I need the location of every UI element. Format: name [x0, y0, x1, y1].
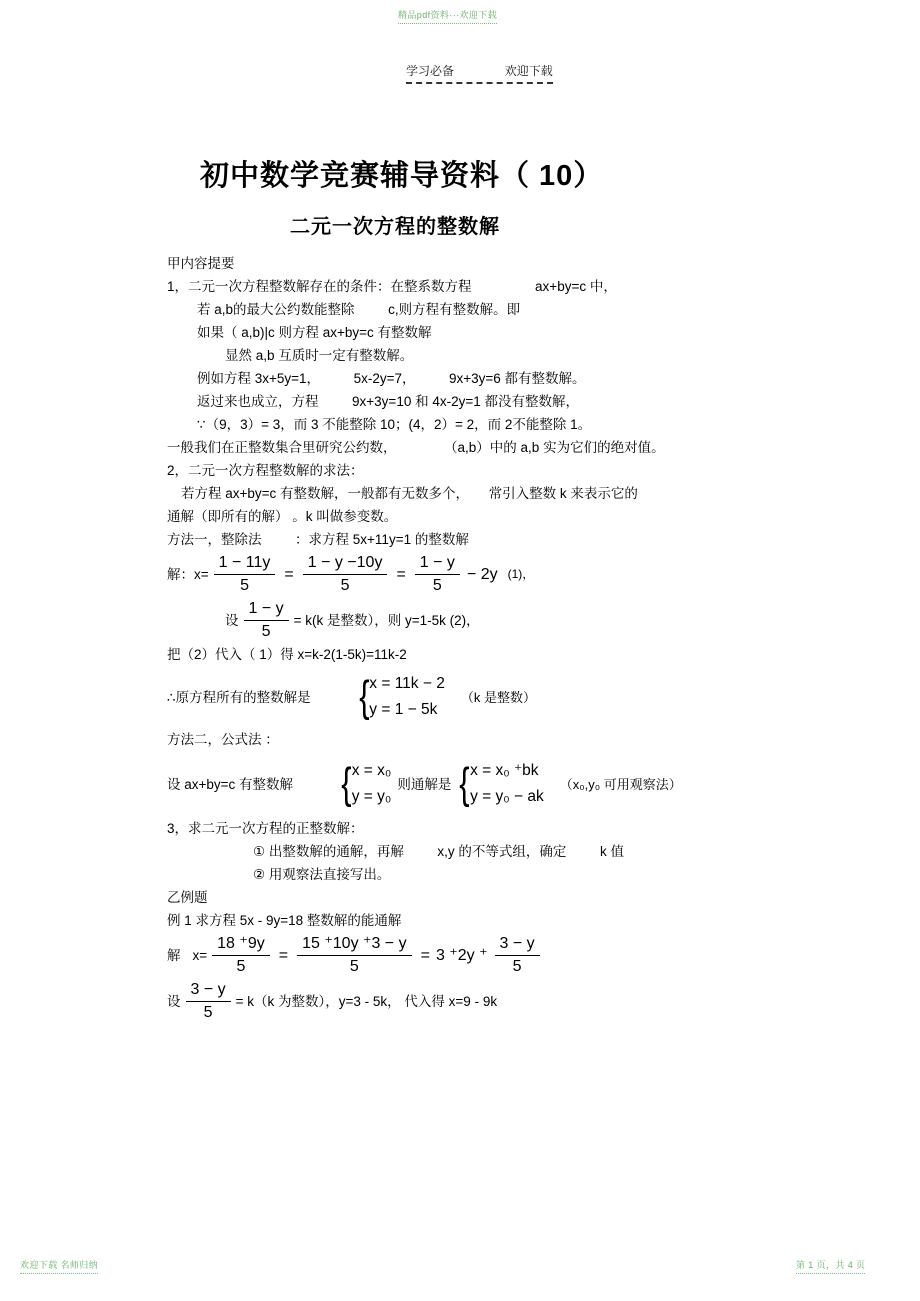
ex1-fraction-3-numerator: 3 − y — [495, 934, 540, 956]
method1-heading — [167, 528, 867, 551]
solve-label: 解： — [167, 566, 194, 582]
document-body — [167, 252, 867, 1024]
item1-line5-a: 例如方程 3x+5y=1， — [197, 371, 321, 386]
item1-line1 — [167, 275, 867, 298]
watermark-top: 精品pdf资料···欢迎下载 — [398, 8, 497, 24]
solution-system-1 — [167, 666, 867, 728]
equals-sign-1: = — [284, 565, 294, 583]
header-right-label: 欢迎下载 — [504, 64, 553, 78]
item1-line4: 显然 a,b 互质时一定有整数解。 — [225, 348, 414, 363]
left-brace-icon: { — [459, 759, 470, 808]
ex1-x-equals: x= — [192, 947, 208, 963]
item1-line6-b: 9x+3y=10 和 4x-2y=1 都没有整数解， — [352, 394, 579, 409]
ex1-tail-expression: 3 ⁺2y ⁺ — [435, 946, 488, 964]
equation-solve-1 — [167, 551, 867, 597]
brace-system-3 — [457, 758, 543, 810]
section-b-heading: 乙例题 — [167, 890, 208, 905]
ex1-fraction-2-numerator: 15 ⁺10y ⁺3 − y — [297, 934, 412, 956]
ex1-fraction-2-denominator: 5 — [349, 957, 359, 975]
fraction-4 — [244, 599, 289, 642]
item3-line1: 3，求二元一次方程的正整数解： — [167, 821, 364, 836]
item3-sub1 — [167, 840, 867, 863]
item1-line1-equation: ax+by=c 中， — [535, 279, 617, 294]
item3-sub2: ② 用观察法直接写出。 — [253, 867, 391, 882]
ex1-fraction-1-denominator: 5 — [236, 957, 246, 975]
system-2-row-1: x = x₀ — [351, 762, 392, 779]
ex1-fraction-2 — [297, 934, 412, 977]
item3-sub1-a: ① 出整数解的通解，再解 — [253, 844, 404, 859]
system-1-rows — [369, 671, 445, 723]
left-brace-icon: { — [358, 672, 370, 721]
system-3-note: （x₀,y₀ 可用观察法） — [559, 776, 682, 792]
minus-two-y: − 2y — [466, 565, 498, 583]
system-1-note: （k 是整数） — [460, 689, 536, 705]
method1-heading-a: 方法一，整除法 — [167, 532, 262, 547]
substitute-line: 把（2）代入（ 1）得 x=k-2(1-5k)=11k-2 — [167, 647, 407, 662]
ex1-fraction-3 — [495, 934, 540, 977]
item1-line2-cont: c,则方程有整数解。即 — [388, 302, 521, 317]
item3-sub1-b: x,y 的不等式组，确定 — [437, 844, 567, 859]
fraction-3-denominator: 5 — [432, 576, 442, 594]
page-subtitle: 二元一次方程的整数解 — [290, 216, 500, 238]
item1-line6 — [167, 390, 867, 413]
item1-line2 — [167, 298, 867, 321]
ex1-fraction-1-numerator: 18 ⁺9y — [212, 934, 270, 956]
ex1-set-label: 设 — [167, 993, 181, 1009]
system-2-row-2: y = y₀ — [351, 788, 392, 805]
item2-line1: 2，二元一次方程整数解的求法： — [167, 463, 364, 478]
equation-tag-1: (1)， — [507, 566, 535, 581]
brace-system-2 — [339, 758, 391, 810]
item1-line1-text: 1，二元一次方程整数解存在的条件：在整系数方程 — [167, 279, 472, 294]
method1-heading-b: ：求方程 5x+11y=1 的整数解 — [295, 532, 469, 547]
general-solution-formula — [167, 751, 867, 817]
set-label: 设 — [225, 612, 239, 628]
page-title: 初中数学竞赛辅导资料（ 10） — [200, 160, 604, 192]
fraction-2 — [303, 553, 388, 596]
system-1-row-1: x = 11k − 2 — [369, 675, 445, 692]
system-3-rows — [470, 758, 544, 810]
item2-line2-a: 若方程 ax+by=c 有整数解，一般都有无数多个， — [181, 486, 470, 501]
header-left-label: 学习必备 — [406, 64, 455, 78]
brace-system-1 — [357, 671, 445, 723]
system-1-row-2: y = 1 − 5k — [369, 701, 438, 718]
ex1-equals-1: = — [278, 946, 289, 964]
item1-line5 — [167, 367, 867, 390]
formula-lead-label: 设 ax+by=c 有整数解 — [167, 776, 294, 792]
fraction-3 — [415, 553, 460, 596]
item2-line3: 通解（即所有的解） 。k 叫做参变数。 — [167, 509, 398, 524]
ex1-equals-k-text: = k（k 为整数），y=3 - 5k， 代入得 x=9 - 9k — [235, 993, 498, 1009]
section-a-heading: 甲内容提要 — [167, 256, 235, 271]
ex1-equals-2: = — [420, 946, 430, 964]
left-brace-icon: { — [341, 759, 352, 808]
example-1-set-k — [167, 978, 867, 1024]
item3-sub1-c: k 值 — [599, 844, 624, 859]
item1-line8-a: 一般我们在正整数集合里研究公约数， — [167, 440, 397, 455]
fraction-2-denominator: 5 — [340, 576, 350, 594]
ex1-fraction-4-denominator: 5 — [203, 1003, 213, 1021]
item1-line2-text: 若 a,b的最大公约数能整除 — [197, 302, 355, 317]
item2-line2 — [167, 482, 867, 505]
therefore-label: ∴原方程所有的整数解是 — [167, 689, 311, 705]
fraction-1-numerator: 1 − 11y — [214, 553, 276, 575]
ex1-fraction-4-numerator: 3 − y — [186, 980, 231, 1002]
item1-line8-b: （a,b）中的 a,b 实为它们的绝对值。 — [444, 440, 665, 455]
ex1-fraction-1 — [212, 934, 270, 977]
item1-line5-b: 5x-2y=7， — [353, 371, 416, 386]
watermark-bottom-right: 第 1 页，共 4 页 — [796, 1258, 865, 1274]
x-equals-label: x= — [194, 566, 209, 582]
fraction-3-numerator: 1 − y — [415, 553, 460, 575]
item2-line2-b: 常引入整数 k 来表示它的 — [488, 486, 638, 501]
system-3-row-1: x = x₀ ⁺bk — [470, 762, 539, 779]
fraction-4-numerator: 1 − y — [244, 599, 289, 621]
equation-set-k — [167, 597, 867, 643]
example-1-solution — [167, 932, 867, 978]
ex1-fraction-4 — [186, 980, 231, 1023]
system-3-row-2: y = y₀ − ak — [470, 788, 544, 805]
document-header — [406, 62, 553, 84]
fraction-2-numerator: 1 − y −10y — [303, 553, 388, 575]
fraction-1-denominator: 5 — [240, 576, 249, 594]
item1-line7: ∵（9，3）= 3，而 3 不能整除 10；(4，2）= 2，而 2不能整除 1。 — [197, 417, 592, 432]
item1-line6-a: 返过来也成立，方程 — [197, 394, 319, 409]
item1-line8 — [167, 436, 867, 459]
ex1-fraction-3-denominator: 5 — [512, 957, 522, 975]
ex1-solve-label: 解 — [167, 947, 181, 963]
equals-sign-2: = — [396, 565, 406, 583]
item1-line5-c: 9x+3y=6 都有整数解。 — [449, 371, 586, 386]
method2-heading: 方法二，公式法 ： — [167, 732, 279, 747]
formula-mid-label: 则通解是 — [397, 776, 452, 792]
fraction-4-denominator: 5 — [261, 622, 271, 640]
example-1-statement: 例 1 求方程 5x - 9y=18 整数解的能通解 — [167, 913, 402, 928]
item1-line3: 如果（ a,b)|c 则方程 ax+by=c 有整数解 — [197, 325, 432, 340]
equals-k-text: = k(k 是整数），则 y=1-5k (2)， — [293, 612, 480, 628]
system-2-rows — [352, 758, 392, 810]
fraction-1 — [214, 553, 276, 596]
watermark-bottom-left: 欢迎下载 名师归纳 — [20, 1258, 98, 1274]
